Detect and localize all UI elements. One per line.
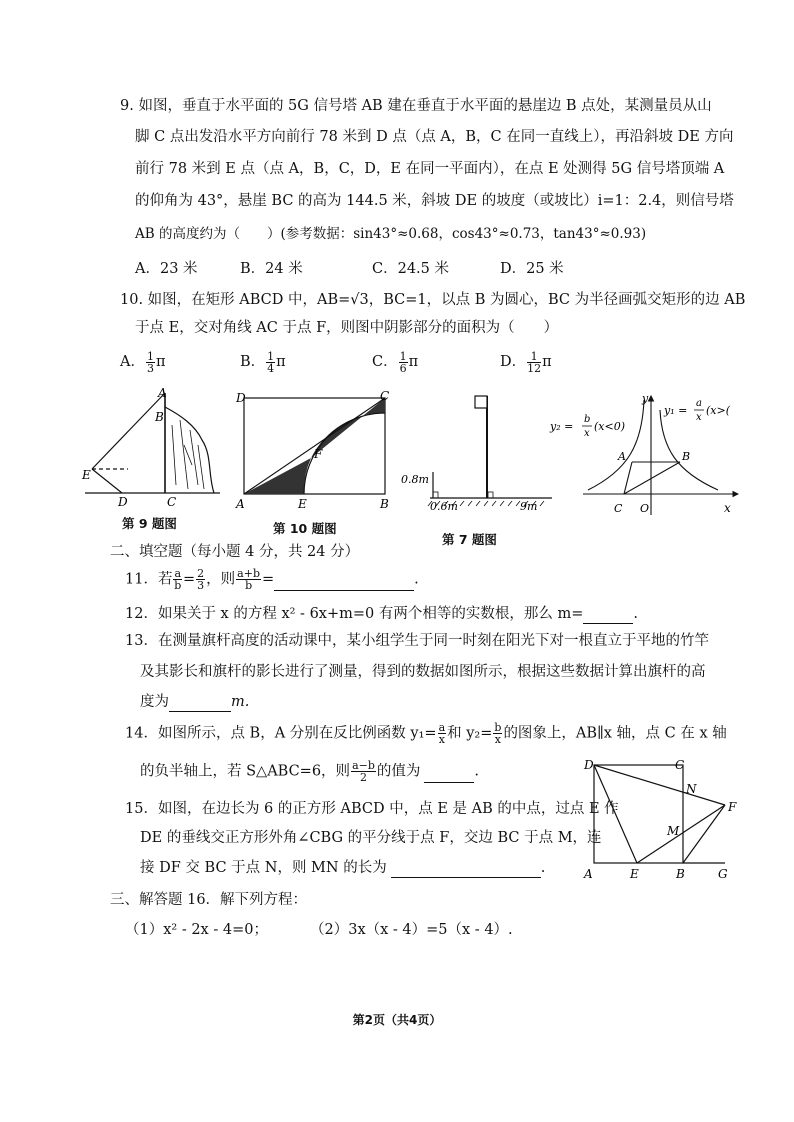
fig9-label-d: D bbox=[118, 495, 128, 509]
q10-option-b: B． $\frac{1}{4}$ π bbox=[240, 349, 286, 375]
fig9-label-a: A bbox=[158, 386, 167, 400]
q12: 12．如果关于 x 的方程 x² - 6x+m=0 有两个相等的实数根，那么 m= . bbox=[125, 606, 638, 622]
fig9-label-b: B bbox=[155, 410, 164, 424]
fig10-shade-lower bbox=[244, 458, 311, 494]
fig15-label-a: A bbox=[584, 867, 593, 880]
fig10-label-a: A bbox=[236, 497, 245, 511]
q13-line-3: 度为 m. bbox=[140, 694, 250, 710]
q14-answer-blank[interactable] bbox=[424, 768, 474, 783]
q10-line-1: 10. 如图，在矩形 ABCD 中，AB=√3，BC=1，以点 B 为圆心，BC 为半径画弧交矩形的边 AB bbox=[120, 292, 746, 308]
fig14-y1-label: y₁ = bbox=[664, 404, 688, 417]
q14-line-1: 14．如图所示，点 B，A 分别在反比例函数 y₁= $\frac{a}{x}$ 和 y₂= $\frac{b}{x}$ 的图象上，AB∥x 轴，点 C 在 x 轴 bbox=[125, 721, 727, 746]
q16-part-1: （1）x² - 2x - 4=0； bbox=[125, 922, 268, 938]
q10-option-a: A． $\frac{1}{3}$ π bbox=[120, 349, 166, 375]
fig15-segment-ef bbox=[637, 805, 725, 863]
q16-part-2: （2）3x（x - 4）=5（x - 4）. bbox=[310, 922, 513, 938]
fig14-y1-cond: (x>( bbox=[706, 404, 731, 417]
q13-line-1: 13．在测量旗杆高度的活动课中，某小组学生于同一时刻在阳光下对一根直立于平地的竹竿 bbox=[125, 633, 709, 649]
fig15-bisector-bf bbox=[683, 805, 725, 863]
fig10-label-e: E bbox=[298, 497, 307, 511]
fig10-caption: 第 10 题图 bbox=[273, 521, 337, 536]
fig14-y2-den: x bbox=[584, 428, 590, 439]
q13-answer-blank[interactable] bbox=[169, 697, 231, 712]
q15-line-1: 15．如图，在边长为 6 的正方形 ABCD 中，点 E 是 AB 的中点，过点 E 作 bbox=[125, 801, 619, 817]
q9-line-1: 9. 如图，垂直于水平面的 5G 信号塔 AB 建在垂直于水平面的悬崖边 B 点处，某测量员从山 bbox=[120, 98, 712, 114]
figure-14 bbox=[548, 390, 748, 522]
fig14-y2-num: b bbox=[584, 414, 591, 425]
fig15-label-g: G bbox=[718, 867, 728, 880]
q11: 11．若 $\frac{a}{b}$ = $\frac{2}{3}$ ，则 $\frac{a+b}{b}$ = . bbox=[125, 567, 419, 592]
fig7-shadow-2-label: 9m bbox=[520, 500, 538, 513]
fig7-right-angle-2 bbox=[488, 492, 493, 498]
fig14-label-x: x bbox=[724, 501, 731, 515]
fig14-label-o: O bbox=[640, 502, 650, 515]
figure-7 bbox=[400, 388, 555, 523]
fig15-label-b: B bbox=[676, 867, 685, 880]
fig9-sight-line bbox=[92, 393, 165, 469]
fig9-cliff-edge bbox=[165, 407, 214, 493]
fig14-label-a: A bbox=[618, 450, 626, 463]
q9-option-b: B．24 米 bbox=[240, 261, 303, 277]
fig10-label-c: C bbox=[380, 389, 390, 403]
q9-line-3: 前行 78 米到 E 点（点 A，B，C，D，E 在同一平面内），在点 E 处测得 5G 信号塔顶端 A bbox=[135, 161, 725, 177]
fig9-cliff-hatch bbox=[172, 420, 204, 489]
fig15-label-m: M bbox=[667, 824, 680, 838]
q9-line-2: 脚 C 点出发沿水平方向前行 78 米到 D 点（点 A，B，C 在同一直线上），再沿斜坡 DE 方向 bbox=[135, 129, 734, 145]
fig14-label-c: C bbox=[614, 502, 623, 515]
fig9-caption: 第 9 题图 bbox=[122, 516, 177, 531]
fig10-diagonal-ac bbox=[244, 398, 385, 494]
fig7-flag bbox=[475, 396, 487, 408]
fig7-height-label: 0.8m bbox=[401, 473, 429, 486]
fig14-y2-cond: (x<0) bbox=[594, 420, 626, 433]
q10-option-c: C． $\frac{1}{6}$ π bbox=[372, 349, 419, 375]
q13-line-2: 及其影长和旗杆的影长进行了测量，得到的数据如图所示，根据这些数据计算出旗杆的高 bbox=[140, 664, 706, 680]
fig14-y2-label: y₂ = bbox=[550, 420, 574, 433]
fig9-label-c: C bbox=[167, 495, 177, 509]
fig9-slope-de bbox=[92, 469, 122, 493]
q9-line-4: 的仰角为 43°，悬崖 BC 的高为 144.5 米，斜坡 DE 的坡度（或坡比）i=1：2.4，则信号塔 bbox=[135, 193, 734, 209]
page-footer: 第2页（共4页） bbox=[352, 1013, 442, 1027]
q9-option-d: D．25 米 bbox=[500, 261, 564, 277]
q9-line-5: AB 的高度约为（ ）(参考数据：sin43°≈0.68，cos43°≈0.73，tan43°≈0.93) bbox=[135, 226, 647, 242]
section-2-heading: 二、填空题（每小题 4 分，共 24 分） bbox=[110, 544, 360, 560]
q14-line-2: 的负半轴上，若 S△ABC=6，则 $\frac{a-b}{2}$ 的值为 . bbox=[140, 759, 479, 784]
fig7-right-angle-1 bbox=[433, 492, 438, 498]
q9-option-c: C．24.5 米 bbox=[372, 261, 449, 277]
fig14-label-y: y bbox=[642, 392, 649, 405]
fig7-caption: 第 7 题图 bbox=[442, 532, 497, 547]
q12-answer-blank[interactable] bbox=[583, 609, 633, 624]
fig10-label-f: F bbox=[314, 447, 323, 461]
fig15-label-n: N bbox=[686, 782, 697, 796]
fig14-segment-ac bbox=[624, 462, 632, 494]
fig10-label-d: D bbox=[236, 391, 246, 405]
fig14-label-b: B bbox=[682, 450, 691, 463]
fig14-y1-den: x bbox=[696, 412, 702, 423]
figure-10 bbox=[234, 388, 396, 513]
q15-line-3: 接 DF 交 BC 于点 N，则 MN 的长为 . bbox=[140, 860, 546, 876]
fig7-shadow-1-label: 0.6m bbox=[430, 500, 458, 513]
q11-answer-blank[interactable] bbox=[274, 576, 414, 591]
fig15-label-d: D bbox=[584, 758, 594, 772]
q9-option-a: A．23 米 bbox=[135, 261, 198, 277]
fig15-label-c: C bbox=[675, 758, 685, 772]
fig14-y1-num: a bbox=[696, 398, 702, 409]
q10-line-2: 于点 E，交对角线 AC 于点 F，则图中阴影部分的面积为（ ） bbox=[135, 320, 559, 336]
q10-option-d: D． $\frac{1}{12}$ π bbox=[500, 349, 552, 375]
fig10-label-b: B bbox=[380, 497, 389, 511]
fig14-segment-bc bbox=[624, 462, 680, 494]
fig14-curve-y2 bbox=[588, 400, 644, 490]
q15-line-2: DE 的垂线交正方形外角∠CBG 的平分线于点 F，交边 BC 于点 M，连 bbox=[140, 830, 602, 846]
section-3-heading: 三、解答题 16．解下列方程： bbox=[110, 892, 308, 908]
figure-9 bbox=[80, 385, 230, 510]
q15-answer-blank[interactable] bbox=[391, 863, 541, 878]
fig15-label-f: F bbox=[728, 800, 737, 814]
fig15-label-e: E bbox=[630, 867, 639, 880]
fig9-label-e: E bbox=[82, 468, 91, 482]
